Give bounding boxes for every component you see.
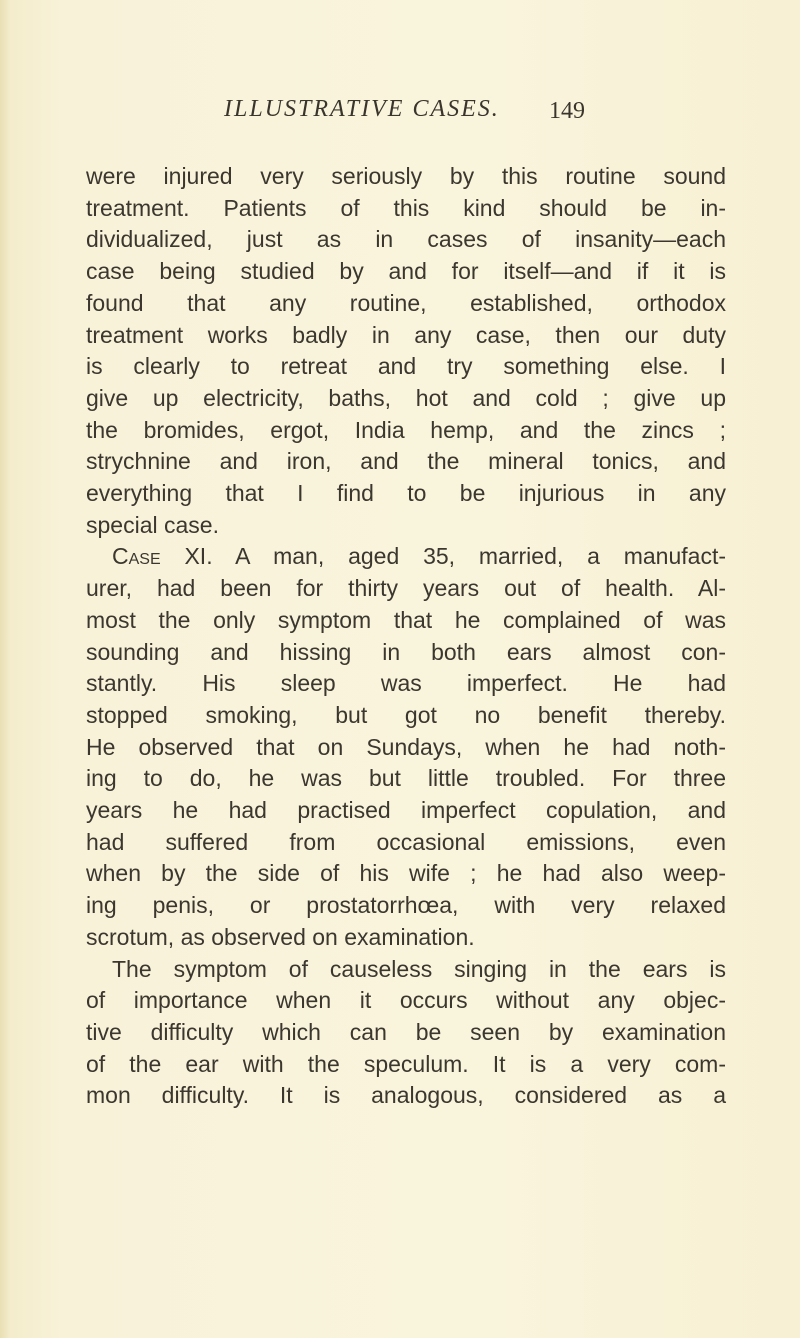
text-line: is clearly to retreat and try something else. I bbox=[86, 353, 726, 380]
text-line: strychnine and iron, and the mineral tonics, and bbox=[86, 448, 726, 475]
text-line: scrotum, as observed on examination. bbox=[86, 923, 475, 950]
text-line: ing penis, or prostatorrhœa, with very relaxed bbox=[86, 892, 726, 919]
text-line: the bromides, ergot, India hemp, and the zincs ; bbox=[86, 416, 726, 443]
text-line bbox=[86, 541, 726, 573]
text-line: found that any routine, established, orthodox bbox=[86, 289, 726, 316]
text-line: of importance when it occurs without any objec- bbox=[86, 987, 726, 1014]
paragraph-1 bbox=[86, 161, 726, 541]
text-line: case being studied by and for itself—and if it is bbox=[86, 258, 726, 285]
text-line: had suffered from occasional emissions, even bbox=[86, 828, 726, 855]
paragraph-2 bbox=[86, 541, 726, 953]
text-line: treatment works badly in any case, then our duty bbox=[86, 321, 726, 348]
text-line: when by the side of his wife ; he had also weep- bbox=[86, 860, 726, 887]
text-line: everything that I find to be injurious in any bbox=[86, 480, 726, 507]
text-line: most the only symptom that he complained of was bbox=[86, 606, 726, 633]
text-line: sounding and hissing in both ears almost con- bbox=[86, 638, 726, 665]
text-line: mon difficulty. It is analogous, considered as a bbox=[86, 1082, 726, 1109]
text-line: The symptom of causeless singing in the ears is bbox=[112, 955, 726, 982]
paragraph-3 bbox=[86, 954, 726, 1113]
text-line: special case. bbox=[86, 511, 219, 538]
text-line: give up electricity, baths, hot and cold ; give up bbox=[86, 384, 726, 411]
page-header bbox=[224, 96, 584, 136]
body-text bbox=[86, 161, 726, 1112]
text-line: ing to do, he was but little troubled. For three bbox=[86, 765, 726, 792]
page-number: 149 bbox=[549, 98, 585, 124]
running-head: ILLUSTRATIVE CASES. bbox=[224, 96, 500, 122]
text-line: of the ear with the speculum. It is a very com- bbox=[86, 1050, 726, 1077]
text-line: years he had practised imperfect copulation, and bbox=[86, 797, 726, 824]
text-line: stantly. His sleep was imperfect. He had bbox=[86, 670, 726, 697]
text-line: dividualized, just as in cases of insanity—each bbox=[86, 226, 726, 253]
text-line: He observed that on Sundays, when he had noth- bbox=[86, 733, 726, 760]
text-line: were injured very seriously by this routine sound bbox=[86, 163, 726, 189]
text-line: urer, had been for thirty years out of health. Al- bbox=[86, 575, 726, 602]
case-label: Case XI. bbox=[112, 543, 213, 570]
page-gutter-shadow bbox=[0, 0, 10, 1338]
text-line: stopped smoking, but got no benefit thereby. bbox=[86, 701, 726, 728]
text-line-rest: A man, aged 35, married, a manufact- bbox=[212, 543, 726, 570]
text-line: tive difficulty which can be seen by examination bbox=[86, 1018, 726, 1045]
text-line: treatment. Patients of this kind should be in- bbox=[86, 194, 726, 221]
